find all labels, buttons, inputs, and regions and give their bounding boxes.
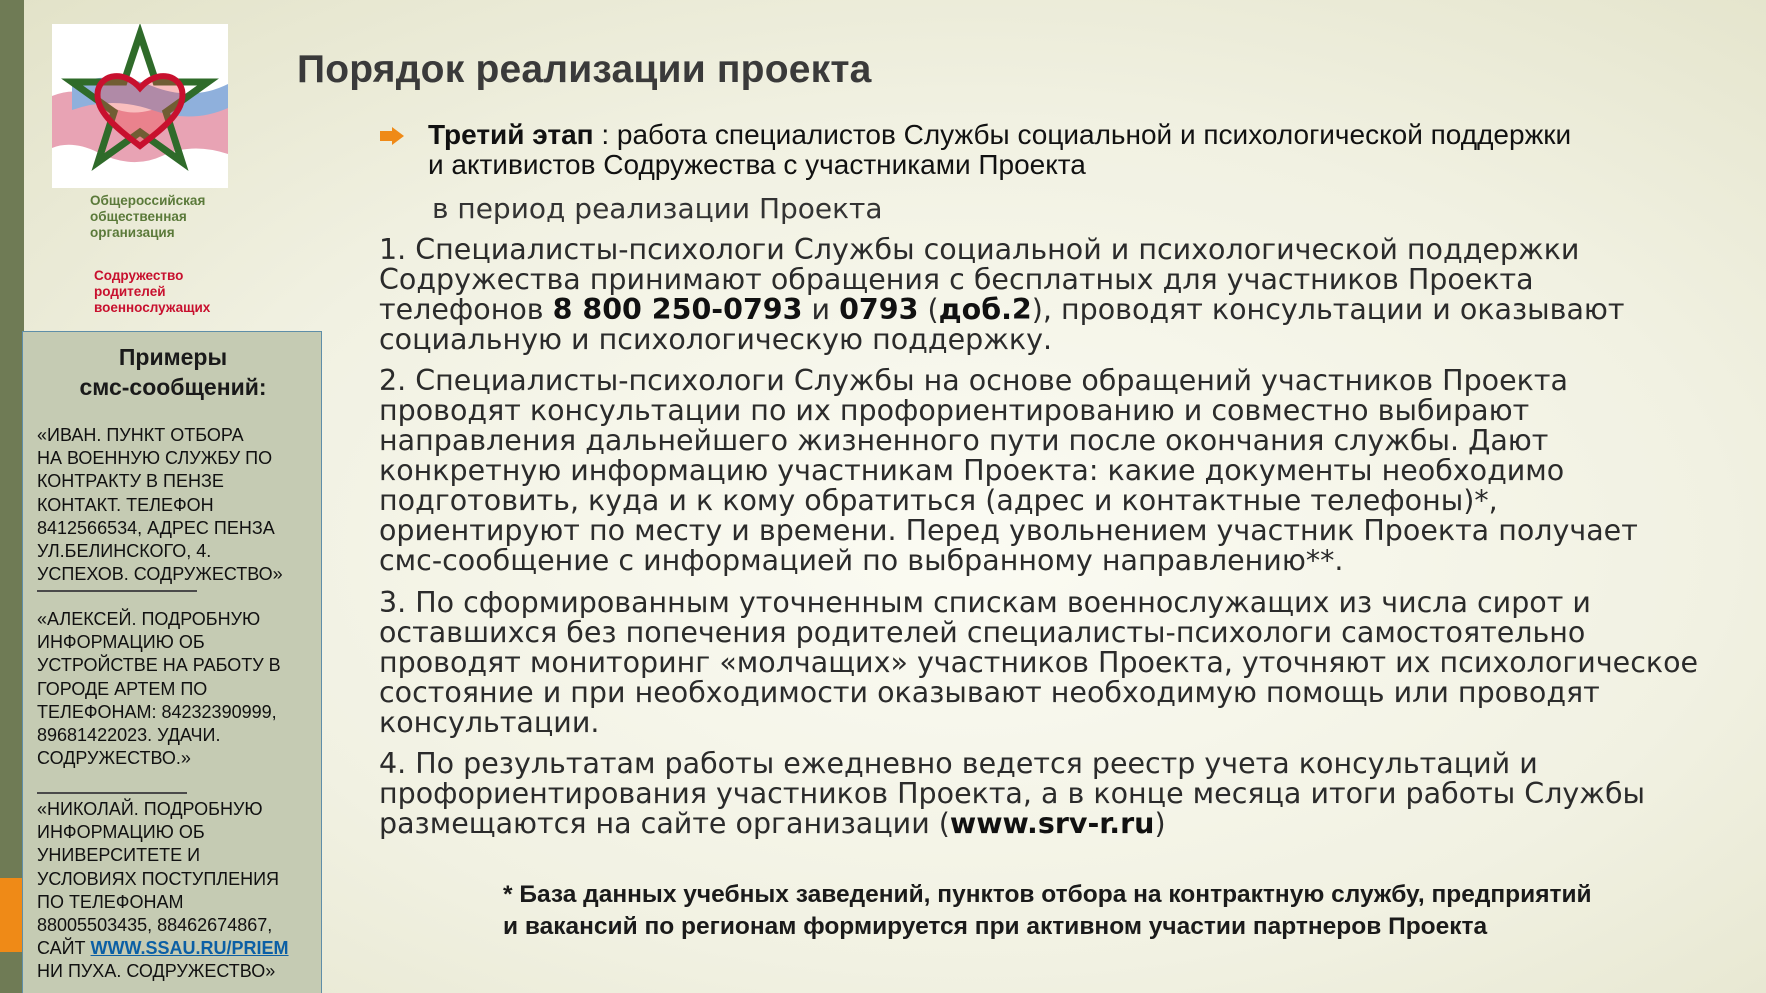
text-run: размещаются на сайте организации (: [379, 807, 950, 840]
stage-heading: Третий этап: [428, 119, 594, 150]
item-line: оставшихся без попечения родителей специалисты-психологи самостоятельно: [379, 616, 1586, 649]
text-run: (: [918, 293, 939, 326]
phone-extension: доб.2: [938, 293, 1032, 326]
org-type-text: [90, 193, 205, 241]
item-line: социальную и психологическую поддержку.: [379, 323, 1053, 356]
item-line: 4. По результатам работы ежедневно ведется реестр учета консультаций и: [379, 747, 1538, 780]
text-run: телефонов: [379, 293, 553, 326]
footnote: [503, 879, 1723, 943]
text-run: ), проводят консультации и оказывают: [1031, 293, 1625, 326]
org-type-line: организация: [90, 225, 175, 240]
org-name-line: родителей: [94, 284, 166, 299]
item-line: [379, 809, 1724, 839]
bullet-arrow-icon: [380, 127, 404, 145]
sms-title-line: Примеры: [118, 344, 228, 370]
message-separator: [37, 792, 187, 794]
item-line: профориентирования участников Проекта, а в конце месяца итоги работы Службы: [379, 777, 1646, 810]
sms-line: УСПЕХОВ. СОДРУЖЕСТВО»: [37, 564, 283, 585]
sms-line: НА ВОЕННУЮ СЛУЖБУ ПО: [37, 448, 273, 469]
left-stripe: [0, 0, 24, 993]
sms-line: «АЛЕКСЕЙ. ПОДРОБНУЮ: [37, 609, 261, 629]
text-run: и: [802, 293, 840, 326]
org-type-line: общественная: [90, 209, 187, 224]
sms-line: УСТРОЙСТВЕ НА РАБОТУ В: [37, 655, 281, 676]
sms-line: НИ ПУХА. СОДРУЖЕСТВО»: [37, 961, 276, 982]
item-line: 3. По сформированным уточненным спискам военнослужащих из числа сирот и: [379, 586, 1591, 619]
website-address: www.srv-r.ru: [949, 807, 1155, 840]
period-subtitle: в период реализации Проекта: [432, 192, 883, 225]
sms-line: УНИВЕРСИТЕТЕ И: [37, 845, 201, 866]
sms-line: [37, 937, 319, 960]
org-name-line: военнослужащих: [94, 300, 211, 315]
item-line: ориентируют по месту и времени. Перед увольнением участник Проекта получает: [379, 514, 1638, 547]
short-phone: 0793: [839, 293, 919, 326]
sms-line: 8412566534, АДРЕС ПЕНЗА: [37, 517, 275, 538]
footnote-line: и вакансий по регионам формируется при активном участии партнеров Проекта: [503, 913, 1488, 940]
sms-line: ПО ТЕЛЕФОНАМ: [37, 891, 184, 912]
org-name-line: Содружество: [94, 268, 184, 283]
sms-panel-title: [23, 342, 323, 402]
sms-message-ivan: [37, 424, 319, 586]
sms-line: ТЕЛЕФОНАМ: 84232390999,: [37, 701, 277, 722]
stage-line: [428, 120, 1713, 150]
sms-message-nikolay: [37, 798, 319, 984]
ssau-link[interactable]: WWW.SSAU.RU/PRIEM: [90, 938, 289, 959]
stage-line: и активистов Содружества с участниками Проекта: [428, 149, 1086, 180]
stage-description: [428, 120, 1713, 180]
message-separator: [37, 590, 197, 592]
item-line: направления дальнейшего жизненного пути после окончания службы. Дают: [379, 424, 1549, 457]
item-3: [379, 588, 1724, 738]
item-line: Содружества принимают обращения с бесплатных для участников Проекта: [379, 263, 1534, 296]
link-prefix: САЙТ: [37, 938, 91, 959]
sms-line: 88005503435, 88462674867,: [37, 915, 273, 936]
organization-logo: [52, 24, 228, 188]
sms-line: «НИКОЛАЙ. ПОДРОБНУЮ: [37, 799, 263, 819]
item-line: [379, 295, 1724, 325]
sms-line: 89681422023. УДАЧИ.: [37, 725, 221, 746]
sms-title-line: смс-сообщений:: [79, 374, 267, 400]
item-4: [379, 749, 1724, 839]
org-type-line: Общероссийская: [90, 193, 206, 208]
item-line: консультации.: [379, 706, 600, 739]
sms-line: КОНТРАКТУ В ПЕНЗЕ: [37, 471, 224, 492]
sms-line: ИНФОРМАЦИЮ ОБ: [37, 822, 205, 843]
item-2: [379, 366, 1724, 576]
item-line: 1. Специалисты-психологи Службы социальной и психологической поддержки: [379, 233, 1580, 266]
orange-accent-bar: [0, 878, 24, 952]
item-1: [379, 235, 1724, 355]
text-run: ): [1154, 807, 1166, 840]
item-line: конкретную информацию участникам Проекта: какие документы необходимо: [379, 454, 1565, 487]
sms-line: КОНТАКТ. ТЕЛЕФОН: [37, 494, 214, 515]
sms-line: УЛ.БЕЛИНСКОГО, 4.: [37, 541, 212, 562]
sms-line: ГОРОДЕ АРТЕМ ПО: [37, 678, 208, 699]
sms-line: ИНФОРМАЦИЮ ОБ: [37, 632, 205, 653]
item-line: смс-сообщение с информацией по выбранному направлению**.: [379, 544, 1344, 577]
sms-line: УСЛОВИЯХ ПОСТУПЛЕНИЯ: [37, 868, 280, 889]
sms-message-aleksey: [37, 608, 319, 770]
item-line: подготовить, куда и к кому обратиться (адрес и контактные телефоны)*,: [379, 484, 1498, 517]
page-title: Порядок реализации проекта: [297, 48, 872, 91]
item-line: проводят консультации по их профориентированию и совместно выбирают: [379, 394, 1530, 427]
org-name-text: [94, 268, 210, 316]
footnote-line: * База данных учебных заведений, пунктов отбора на контрактную службу, предприятий: [503, 881, 1592, 908]
sms-line: «ИВАН. ПУНКТ ОТБОРА: [37, 425, 244, 445]
hotline-phone: 8 800 250-0793: [552, 293, 803, 326]
item-line: состояние и при необходимости оказывают необходимую помощь или проводят: [379, 676, 1600, 709]
item-line: проводят мониторинг «молчащих» участников Проекта, уточняют их психологическое: [379, 646, 1699, 679]
stage-text: : работа специалистов Службы социальной и психологической поддержки: [593, 119, 1572, 150]
sms-line: СОДРУЖЕСТВО.»: [37, 748, 191, 769]
sms-examples-panel: [22, 331, 322, 993]
item-line: 2. Специалисты-психологи Службы на основе обращений участников Проекта: [379, 364, 1568, 397]
